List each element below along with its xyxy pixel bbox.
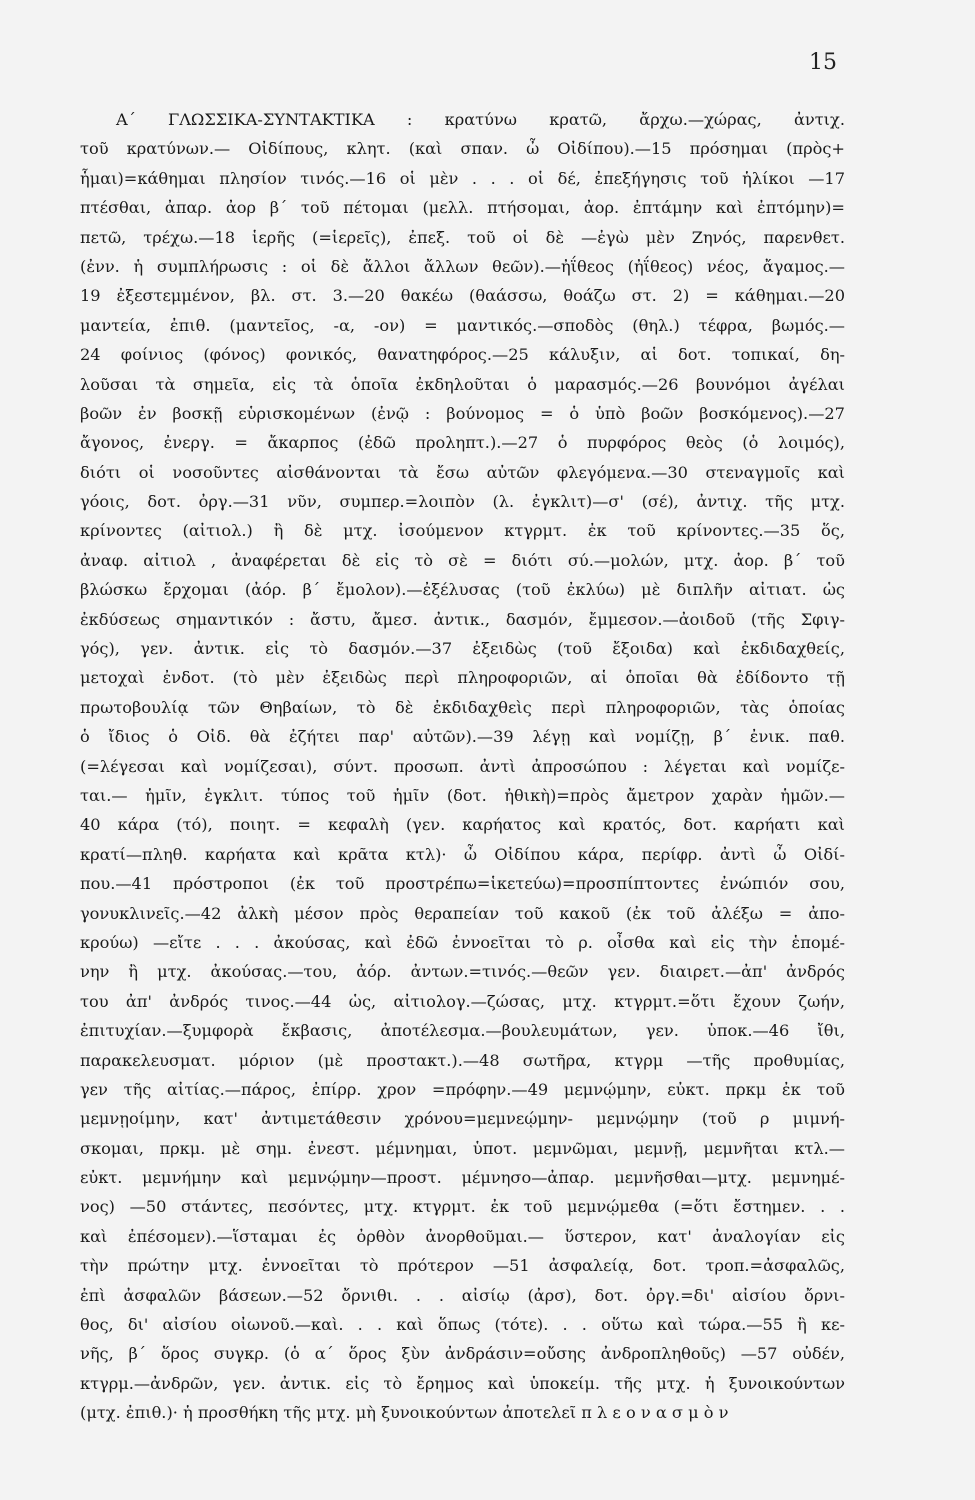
text-line: γόοις, δοτ. ὀργ.—31 νῦν, συμπερ.=λοιπὸν (λ. ἐγκλιτ)—σ' (σέ), ἀντιχ. τῆς μτχ. [80,492,845,512]
text-line: θος, δι' αἰσίου οἰωνοῦ.—καὶ. . . καὶ ὅπως (τότε). . . οὕτω καὶ τώρα.—55 ἢ κε- [80,1315,845,1335]
text-line: (=λέγεσαι καὶ νομίζεσαι), σύντ. προσωπ. ἀντὶ ἀπροσώπου : λέγεται καὶ νομίζε- [80,756,845,776]
text-line: κρατί—πληθ. καρήατα καὶ κρᾶτα κτλ)· ὦ Οἰδίπου κάρα, περίφρ. ἀντὶ ὦ Οἰδί- [80,844,845,864]
text-line: ται.— ἡμῖν, ἐγκλιτ. τύπος τοῦ ἡμῖν (δοτ. ἠθικὴ)=πρὸς ἄμετρον χαρὰν ἡμῶν.— [80,785,845,805]
text-line: τὴν πρώτην μτχ. ἐννοεῖται τὸ πρότερον —51 ἀσφαλείᾳ, δοτ. τροπ.=ἀσφαλῶς, [80,1256,845,1276]
text-line: πετῶ, τρέχω.—18 ἱερῆς (=ἱερεῖς), ἐπεξ. τοῦ οἱ δὲ —ἐγὼ μὲν Ζηνός, παρενθετ. [80,227,845,247]
text-line: κρούω) —εἴτε . . . ἀκούσας, καὶ ἐδῶ ἐννοεῖται τὸ ρ. οἶσθα καὶ εἰς τὴν ἑπομέ- [80,932,845,952]
text-line: 19 ἐξεστεμμένον, βλ. στ. 3.—20 θακέω (θαάσσω, θοάζω στ. 2) = κάθημαι.—20 [80,286,845,306]
text-line: μεμνῃοίμην, κατ' ἀντιμετάθεσιν χρόνου=μεμνεῴμην- μεμνῴμην (τοῦ ρ μιμνή- [80,1109,845,1129]
text-line: γός), γεν. ἀντικ. εἰς τὸ δασμόν.—37 ἐξειδὼς (τοῦ ἔξοιδα) καὶ ἐκδιδαχθείς, [80,639,845,659]
text-line: σκομαι, πρκμ. μὲ σημ. ἐνεστ. μέμνημαι, ὑποτ. μεμνῶμαι, μεμνῇ, μεμνῆται κτλ.— [80,1138,845,1158]
text-line: Α΄ ΓΛΩΣΣΙΚΑ-ΣΥΝΤΑΚΤΙΚΑ : κρατύνω κρατῶ, ἄρχω.—χώρας, ἀντιχ. [116,110,845,129]
text-line: γονυκλινεῖς.—42 ἀλκὴ μέσον πρὸς θεραπείαν τοῦ κακοῦ (ἐκ τοῦ ἀλέξω = ἀπο- [80,903,845,923]
text-line: κρίνοντες (αἰτιολ.) ἢ δὲ μτχ. ἰσούμενον κτγρμτ. ἐκ τοῦ κρίνοντες.—35 ὅς, [80,521,845,541]
text-line: ἧμαι)=κάθημαι πλησίον τινός.—16 οἱ μὲν . . . οἱ δέ, ἐπεξήγησις τοῦ ἡλίκοι —17 [80,168,845,188]
text-line: πρωτοβουλίᾳ τῶν Θηβαίων, τὸ δὲ ἐκδιδαχθεὶς περὶ πληροφοριῶν, τὰς ὁποίας [80,697,845,717]
text-line: (μτχ. ἐπιθ.)· ἡ προσθήκη τῆς μτχ. μὴ ξυνοικούντων ἀποτελεῖ π λ ε ο ν α σ μ ὸ ν [80,1403,729,1423]
text-line: νῆς, β΄ ὅρος συγκρ. (ὁ α΄ ὅρος ξὺν ἀνδράσιν=οὔσης ἀνδροπληθοῦς) —57 οὐδέν, [80,1344,845,1364]
text-line: νην ἢ μτχ. ἀκούσας.—του, ἀόρ. ἀντων.=τινός.—θεῶν γεν. διαιρετ.—ἀπ' ἀνδρός [80,962,845,982]
text-line: μαντεία, ἐπιθ. (μαντεῖος, -α, -ον) = μαντικός.—σποδὸς (θηλ.) τέφρα, βωμός.— [80,315,845,335]
text-line: 40 κάρα (τό), ποιητ. = κεφαλὴ (γεν. καρήατος καὶ κρατός, δοτ. καρήατι καὶ [80,815,845,835]
text-line: κτγρμ.—ἀνδρῶν, γεν. ἀντικ. εἰς τὸ ἔρημος καὶ ὑποκείμ. τῆς μτχ. ἡ ξυνοικούντων [80,1373,845,1393]
text-line: ἀναφ. αἰτιολ , ἀναφέρεται δὲ εἰς τὸ σὲ = διότι σύ.—μολών, μτχ. ἀορ. β΄ τοῦ [80,550,845,570]
text-line: (ἐνν. ἡ συμπλήρωσις : οἱ δὲ ἄλλοι ἄλλων θεῶν).—ἠΐθεος (ἠΐθεος) νέος, ἄγαμος.— [80,256,845,276]
text-line: γεν τῆς αἰτίας.—πάρος, ἐπίρρ. χρον =πρόφην.—49 μεμνῴμην, εὐκτ. πρκμ ἐκ τοῦ [80,1079,845,1099]
text-line: του ἀπ' ἀνδρός τινος.—44 ὡς, αἰτιολογ.—ζώσας, μτχ. κτγρμτ.=ὅτι ἔχουν ζωήν, [80,991,845,1011]
text-line: λοῦσαι τὰ σημεῖα, εἰς τὰ ὁποῖα ἐκδηλοῦται ὁ μαρασμός.—26 βουνόμοι ἀγέλαι [80,374,845,394]
text-line: πτέσθαι, ἀπαρ. ἀορ β΄ τοῦ πέτομαι (μελλ. πτήσομαι, ἀορ. ἐπτάμην καὶ ἐπτόμην)= [80,198,845,218]
text-line: διότι οἱ νοσοῦντες αἰσθάνονται τὰ ἔσω αὐτῶν φλεγόμενα.—30 στεναγμοῖς καὶ [80,462,845,482]
text-line: νος) —50 στάντες, πεσόντες, μτχ. κτγρμτ. ἐκ τοῦ μεμνῴμεθα (=ὅτι ἔστημεν. . . [80,1197,845,1217]
text-line: που.—41 πρόστροποι (ἐκ τοῦ προστρέπω=ἱκετεύω)=προσπίπτοντες ἐνώπιόν σου, [80,874,845,894]
text-line: βλώσκω ἔρχομαι (ἀόρ. β΄ ἔμολον).—ἐξέλυσας (τοῦ ἐκλύω) μὲ διπλῆν αἰτιατ. ὡς [80,580,845,600]
commentary-text [80,105,845,1428]
text-line: ἄγονος, ἐνεργ. = ἄκαρπος (ἐδῶ προληπτ.).—27 ὁ πυρφόρος θεὸς (ὁ λοιμός), [80,433,845,453]
text-line: ἐπὶ ἀσφαλῶν βάσεων.—52 ὄρνιθι. . . αἰσίῳ (ἀρσ), δοτ. ὀργ.=δι' αἰσίου ὄρνι- [80,1285,845,1305]
page-number: 15 [809,50,837,75]
text-line: 24 φοίνιος (φόνος) φονικός, θανατηφόρος.—25 κάλυξιν, αἱ δοτ. τοπικαί, δη- [80,345,845,365]
text-line: ἐκδύσεως σημαντικόν : ἄστυ, ἄμεσ. ἀντικ., δασμόν, ἔμμεσον.—ἀοιδοῦ (τῆς Σφιγ- [80,609,845,629]
text-line: εὐκτ. μεμνήμην καὶ μεμνῴμην—προστ. μέμνησο—ἀπαρ. μεμνῆσθαι—μτχ. μεμνημέ- [80,1168,845,1188]
text-line: ὁ ἴδιος ὁ Οἰδ. θὰ ἐζήτει παρ' αὐτῶν).—39 λέγῃ καὶ νομίζῃ, β΄ ἐνικ. παθ. [80,727,845,747]
text-line: παρακελευσματ. μόριον (μὲ προστακτ.).—48 σωτῆρα, κτγρμ —τῆς προθυμίας, [80,1050,845,1070]
text-line: βοῶν ἐν βοσκῇ εὑρισκομένων (ἐνῷ : βούνομος = ὁ ὑπὸ βοῶν βοσκόμενος).—27 [80,403,845,423]
text-line: τοῦ κρατύνων.— Οἰδίπους, κλητ. (καὶ σπαν. ὦ Οἰδίπου).—15 πρόσημαι (πρὸς+ [80,139,845,159]
text-line: καὶ ἐπέσομεν).—ἵσταμαι ἐς ὀρθὸν ἀνορθοῦμαι.— ὕστερον, κατ' ἀναλογίαν εἰς [80,1226,845,1246]
text-line: μετοχαὶ ἐνδοτ. (τὸ μὲν ἐξειδὼς περὶ πληροφοριῶν, αἱ ὁποῖαι θὰ ἐδίδοντο τῇ [80,668,845,688]
text-line: ἐπιτυχίαν.—ξυμφορὰ ἔκβασις, ἀποτέλεσμα.—βουλευμάτων, γεν. ὑποκ.—46 ἴθι, [80,1021,845,1041]
